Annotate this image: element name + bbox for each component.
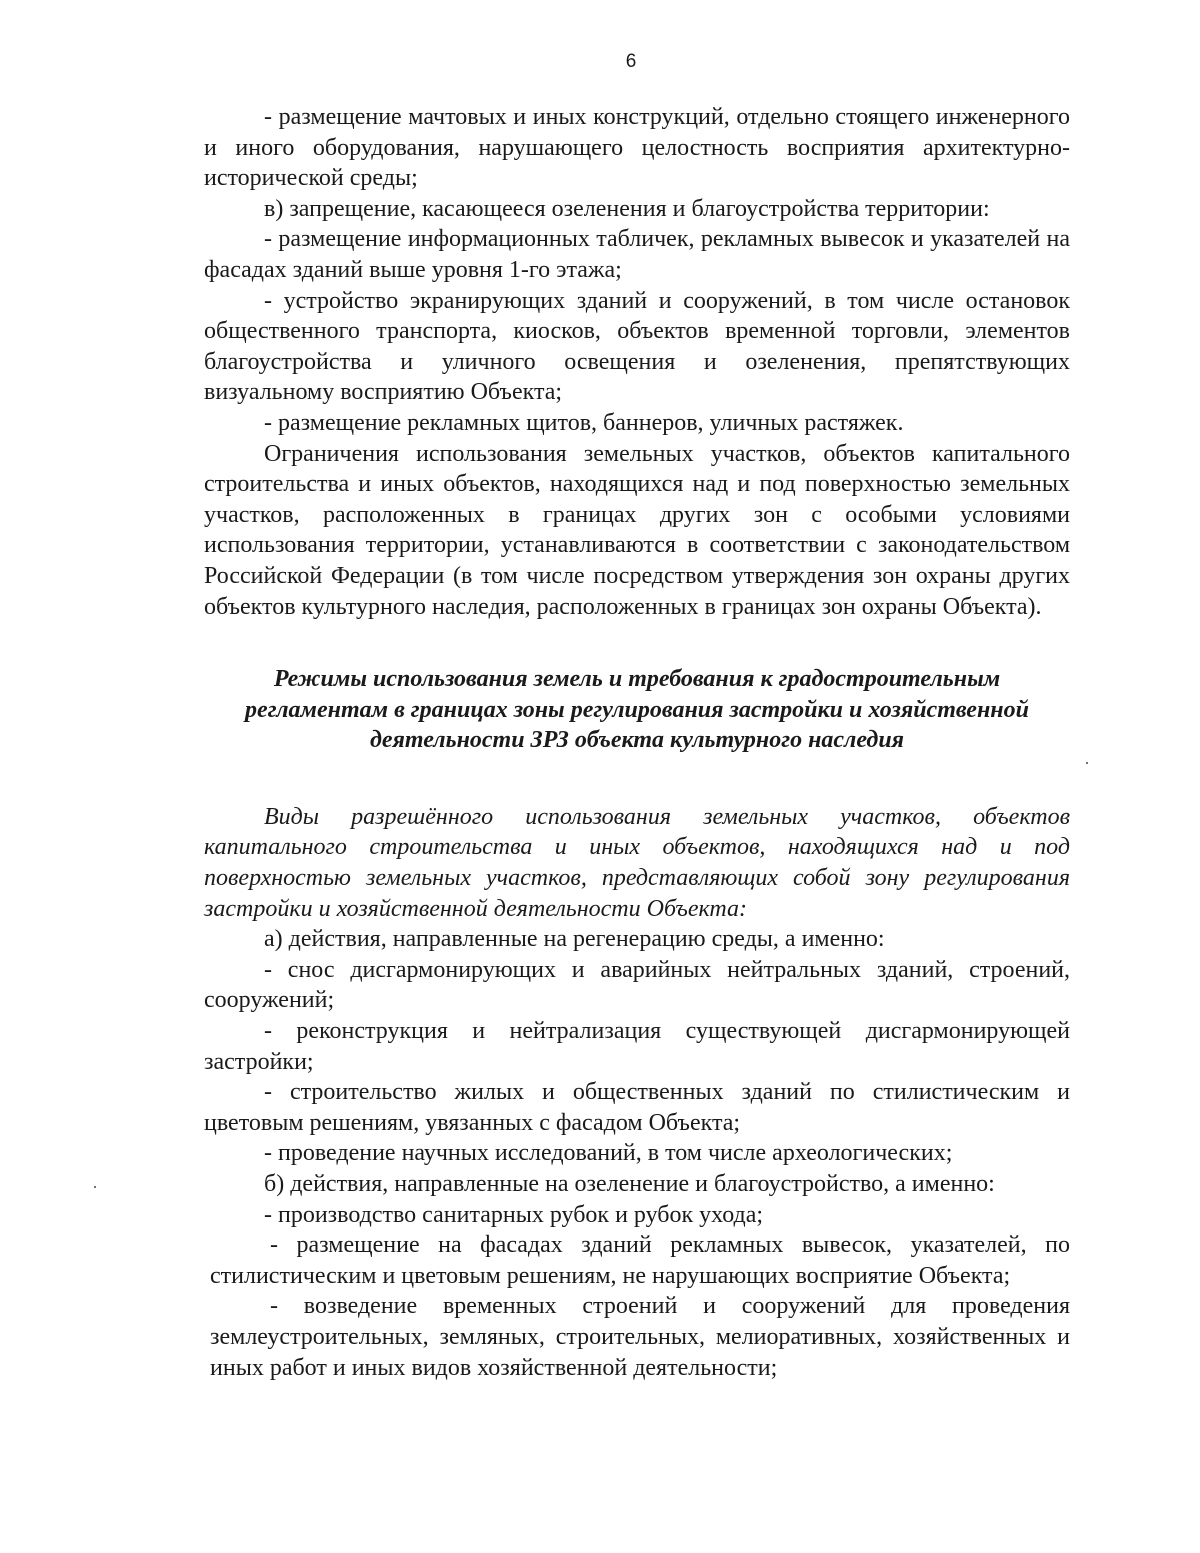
paragraph: - снос дисгармонирующих и аварийных нейтральных зданий, строений, сооружений; <box>204 956 1070 1014</box>
section-heading-line: регламентам в границах зоны регулирования застройки и хозяйственной <box>245 696 1029 723</box>
paragraph: б) действия, направленные на озеленение и благоустройство, а именно: <box>264 1171 995 1197</box>
scan-speck <box>94 1186 96 1188</box>
document-body <box>204 102 1070 1383</box>
paragraph: - размещение информационных табличек, рекламных вывесок и указателей на фасадах зданий выше уровня 1-го этажа; <box>204 226 1070 283</box>
paragraph: - возведение временных строений и сооружений для проведения землеустроительных, земляных, строительных, мелиоративных, хозяйственных и иных работ и иных видов хозяйственной деятельности; <box>210 1293 1070 1381</box>
section-heading <box>204 664 1070 756</box>
paragraph: Ограничения использования земельных участков, объектов капитального строительства и иных объектов, находящихся над и под поверхностью земельных участков, расположенных в границах других зон с особыми условиями использования территории, устанавливаются в соответствии с законодательством Российской Федерации (в том числе посредством утверждения зон охраны других объектов культурного наследия, расположенных в границах зон охраны Объекта). <box>204 440 1070 620</box>
paragraph: - размещение рекламных щитов, баннеров, уличных растяжек. <box>264 409 904 436</box>
paragraph: - реконструкция и нейтрализация существующей дисгармонирующей застройки; <box>204 1018 1070 1075</box>
paragraph: - устройство экранирующих зданий и сооружений, в том числе остановок общественного транспорта, киосков, объектов временной торговли, элементов благоустройства и уличного освещения и озеленения, препятствующих визуальному восприятию Объекта; <box>204 287 1070 406</box>
scan-speck <box>1086 762 1088 764</box>
section-heading-line: Режимы использования земель и требования к градостроительным <box>273 666 1001 693</box>
paragraph: в) запрещение, касающееся озеленения и благоустройства территории: <box>264 195 990 222</box>
paragraph: - производство санитарных рубок и рубок ухода; <box>264 1201 764 1228</box>
section-heading-line: деятельности ЗРЗ объекта культурного наследия <box>369 727 905 754</box>
paragraph: - размещение мачтовых и иных конструкций, отдельно стоящего инженерного и иного оборудования, нарушающего целостность восприятия архитектурно-исторической среды; <box>204 104 1070 192</box>
intro-paragraph: Виды разрешённого использования земельных участков, объектов капитального строительства и иных объектов, находящихся над и под поверхностью земельных участков, представляющих собой зону регулирования застройки и хозяйственной деятельности Объекта: <box>204 803 1070 922</box>
paragraph: а) действия, направленные на регенерацию среды, а именно: <box>264 926 885 953</box>
paragraph: - размещение на фасадах зданий рекламных вывесок, указателей, по стилистическим и цветовым решениям, не нарушающих восприятие Объекта; <box>210 1232 1070 1289</box>
paragraph: - проведение научных исследований, в том числе археологических; <box>264 1140 953 1167</box>
paragraph: - строительство жилых и общественных зданий по стилистическим и цветовым решениям, увязанных с фасадом Объекта; <box>204 1079 1070 1136</box>
page-number: 6 <box>625 51 637 72</box>
